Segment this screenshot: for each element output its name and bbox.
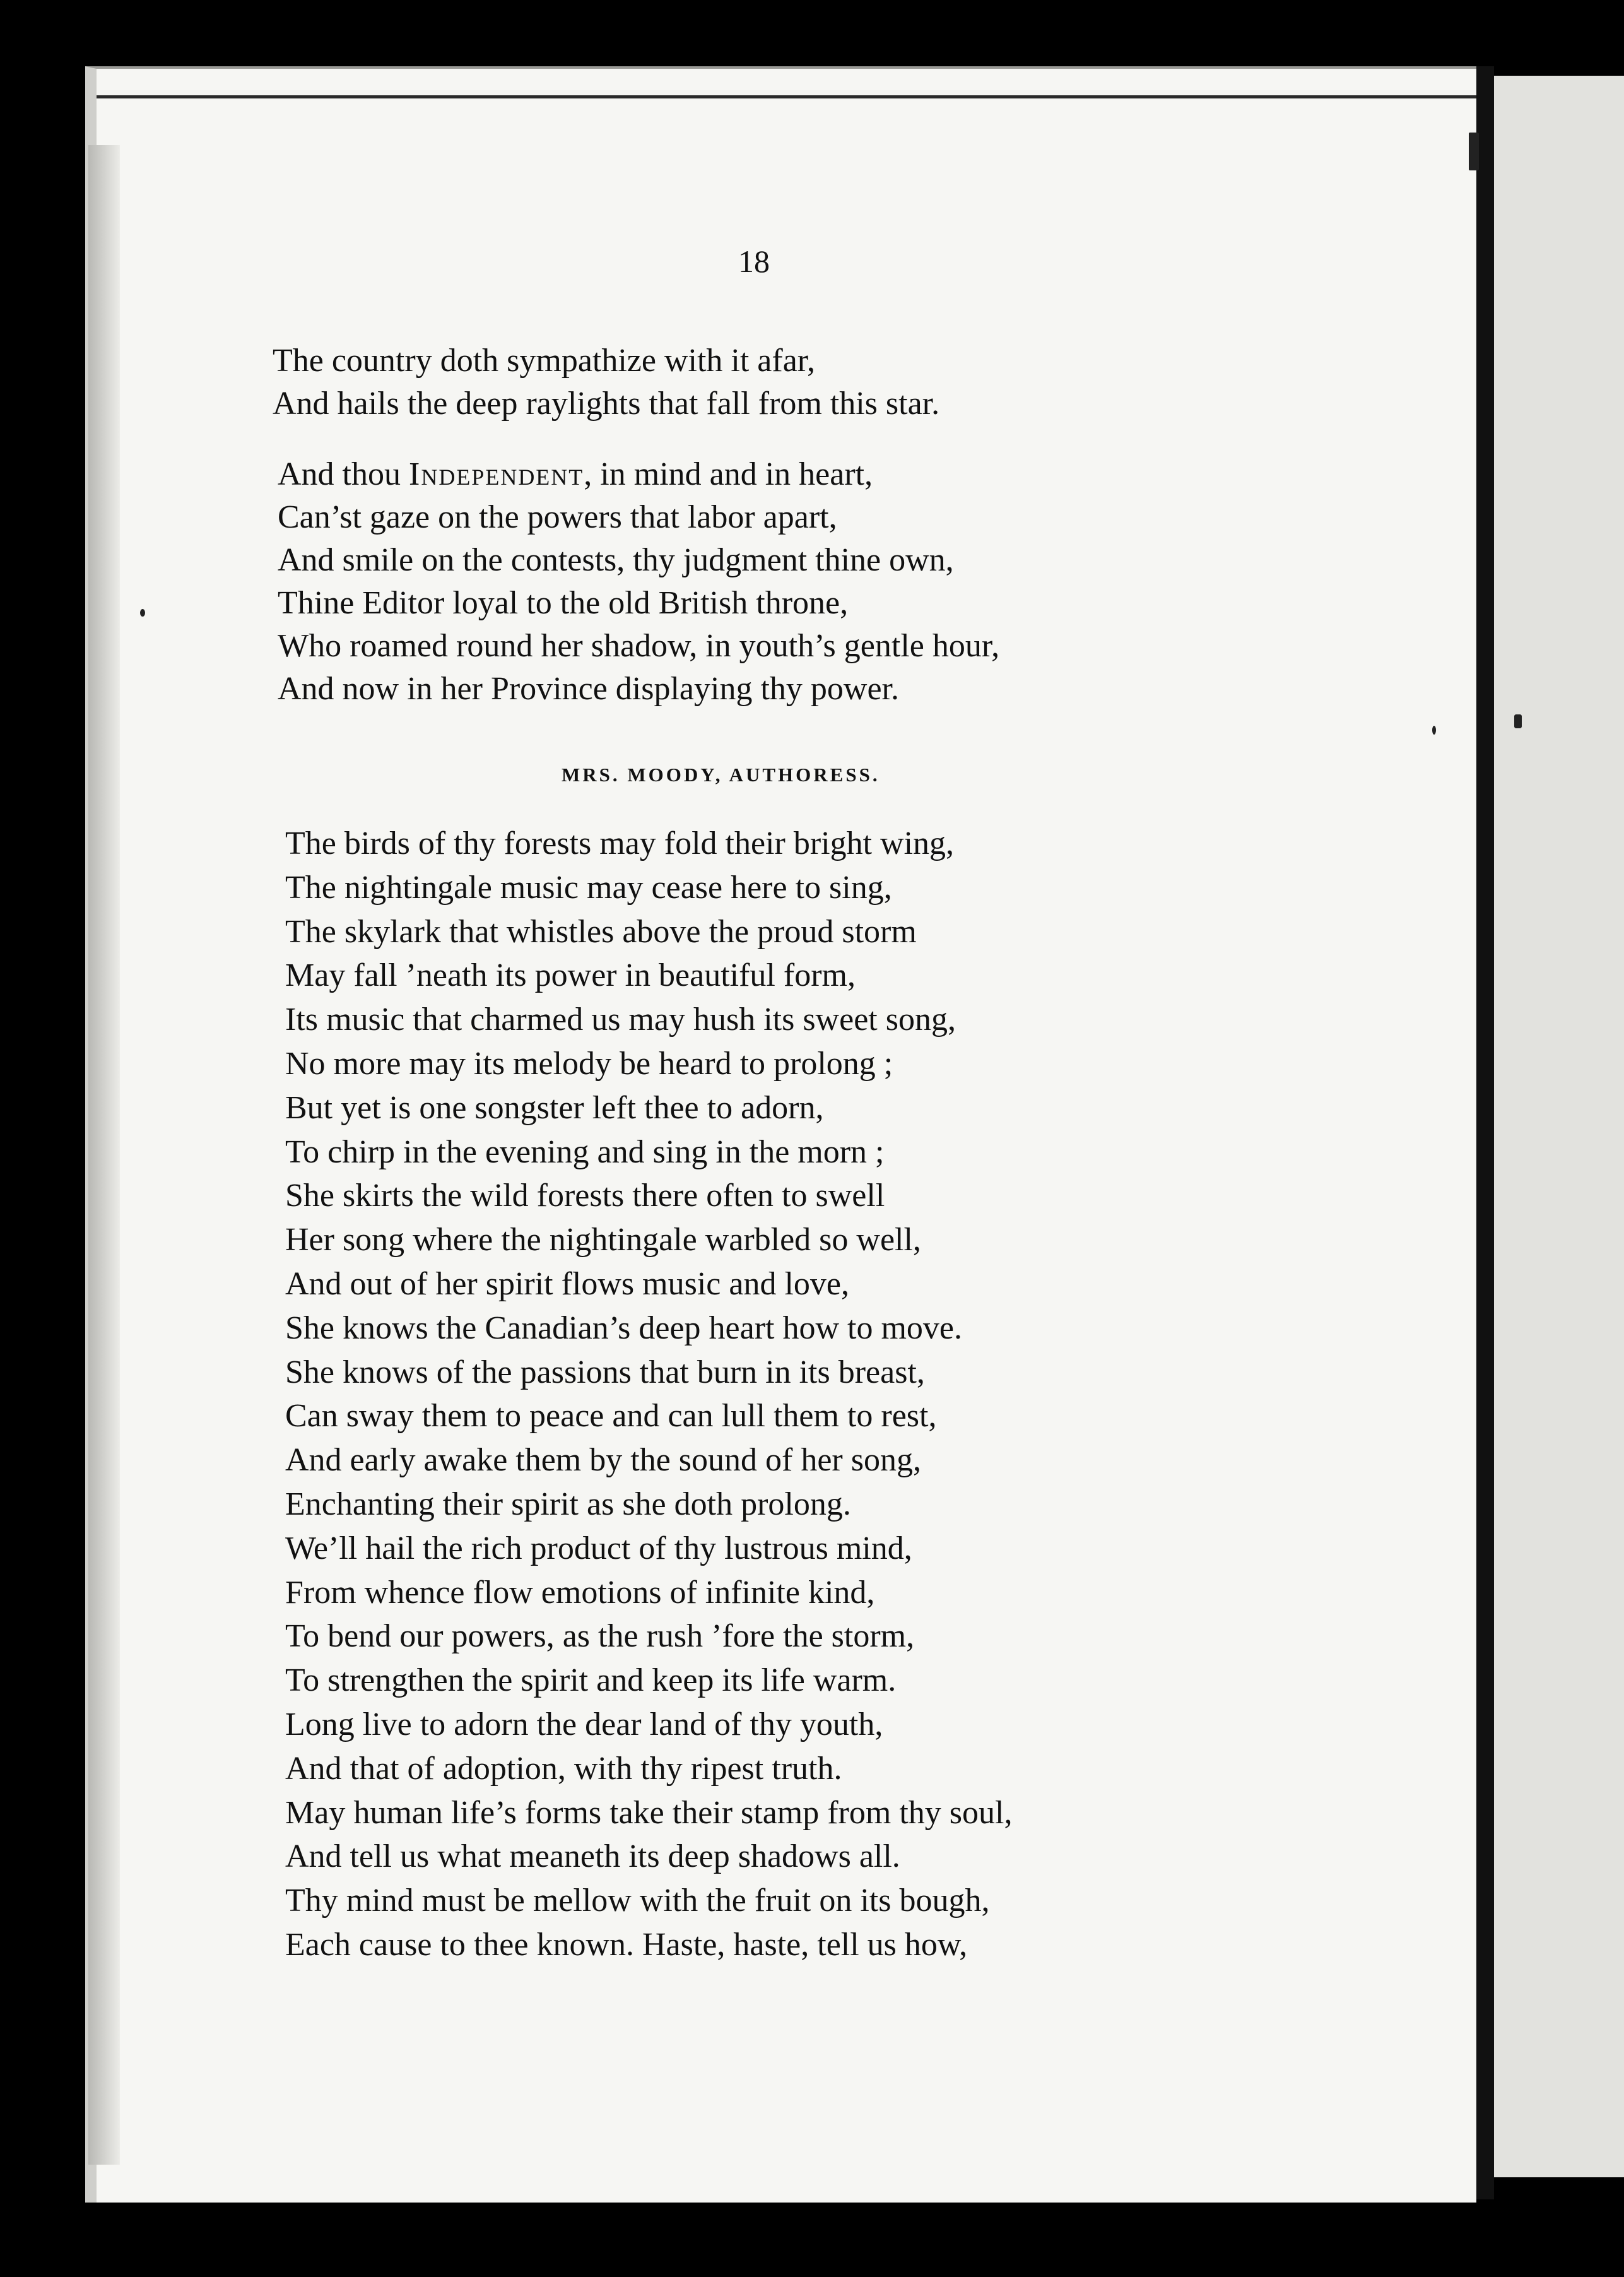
verse-line: Its music that charmed us may hush its sweet song, — [285, 1002, 956, 1038]
verse-line: And hails the deep raylights that fall from this star. — [273, 386, 940, 422]
newspaper-name: Independent — [409, 456, 584, 492]
stanza-1 — [273, 340, 939, 425]
verse-line: May human life’s forms take their stamp from thy soul, — [285, 1794, 1013, 1831]
verse-line: She skirts the wild forests there often to swell — [285, 1178, 885, 1214]
verse-line: And early awake them by the sound of her song, — [285, 1442, 921, 1479]
page-gutter-shadow — [1476, 66, 1494, 2199]
verse-line: Long live to adorn the dear land of thy youth, — [285, 1706, 883, 1742]
verse-line: And that of adoption, with thy ripest truth. — [285, 1750, 842, 1787]
verse-line: And now in her Province displaying thy power. — [278, 671, 899, 707]
verse-line: The skylark that whistles above the proud storm — [285, 913, 917, 950]
verse-line: To chirp in the evening and sing in the morn ; — [285, 1133, 885, 1170]
verse-line: The country doth sympathize with it afar, — [273, 343, 816, 379]
verse-line: We’ll hail the rich product of thy lustrous mind, — [285, 1530, 912, 1566]
verse-line: Who roamed round her shadow, in youth’s gentle hour, — [278, 628, 1000, 664]
section-heading: MRS. MOODY, AUTHORESS. — [562, 764, 880, 786]
facing-page-edge — [1489, 76, 1624, 2177]
verse-line: And smile on the contests, thy judgment thine own, — [278, 542, 954, 578]
verse-line: Thine Editor loyal to the old British throne, — [278, 585, 849, 621]
verse-text: And thou — [278, 456, 409, 492]
ink-speck — [1469, 133, 1479, 170]
stanza-3 — [285, 822, 1012, 1967]
verse-line: No more may its melody be heard to prolong ; — [285, 1045, 893, 1082]
verse-text: , in mind and in heart, — [584, 456, 873, 492]
page-left-shadow — [88, 145, 120, 2165]
verse-line: The nightingale music may cease here to sing, — [285, 869, 892, 906]
verse-line: She knows the Canadian’s deep heart how to move. — [285, 1310, 962, 1346]
verse-line: Can’st gaze on the powers that labor apart, — [278, 499, 837, 535]
verse-line: And out of her spirit flows music and love, — [285, 1265, 849, 1302]
top-border-rule — [97, 95, 1476, 98]
stanza-2 — [278, 453, 999, 711]
verse-line: Her song where the nightingale warbled so well, — [285, 1222, 921, 1258]
verse-line: Enchanting their spirit as she doth prolong. — [285, 1486, 851, 1522]
verse-line: To bend our powers, as the rush ’fore the storm, — [285, 1618, 915, 1655]
verse-line: And tell us what meaneth its deep shadows all. — [285, 1838, 900, 1875]
verse-line: But yet is one songster left thee to adorn, — [285, 1089, 824, 1126]
page-number: 18 — [738, 244, 770, 279]
verse-line: From whence flow emotions of infinite kind, — [285, 1574, 875, 1611]
verse-line — [278, 453, 999, 496]
ink-speck — [1514, 714, 1522, 728]
verse-line: To strengthen the spirit and keep its life warm. — [285, 1662, 897, 1699]
verse-line: The birds of thy forests may fold their bright wing, — [285, 825, 955, 861]
ink-speck — [1432, 726, 1436, 735]
verse-line: She knows of the passions that burn in its breast, — [285, 1354, 925, 1390]
ink-speck — [140, 609, 145, 617]
verse-line: May fall ’neath its power in beautiful form, — [285, 957, 856, 994]
verse-line: Thy mind must be mellow with the fruit on its bough, — [285, 1883, 990, 1919]
verse-line: Can sway them to peace and can lull them to rest, — [285, 1398, 937, 1434]
verse-line: Each cause to thee known. Haste, haste, tell us how, — [285, 1926, 968, 1963]
